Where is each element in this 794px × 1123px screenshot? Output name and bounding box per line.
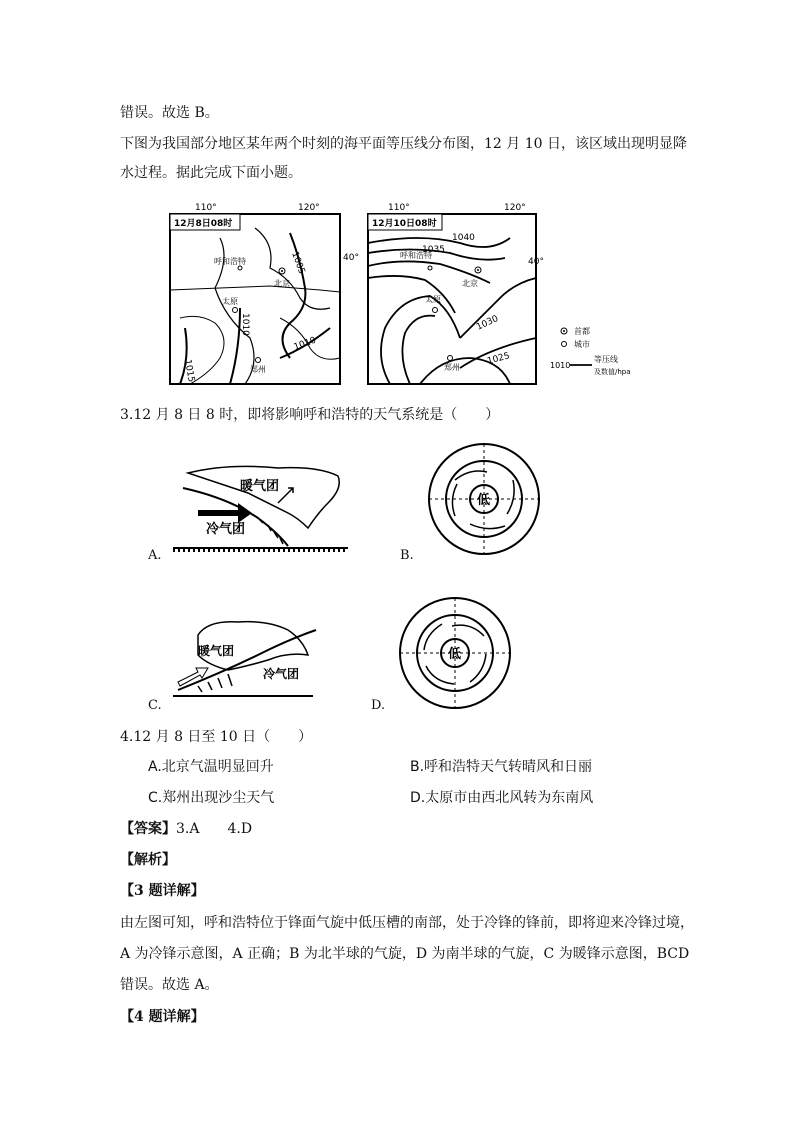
map-left-isobar-2: 1010 [292, 335, 318, 353]
map-right-city-0: 呼和浩特 [400, 251, 432, 260]
q4-option-c: C.郑州出现沙尘天气 [148, 790, 275, 806]
q3-detail-line-2: A 为冷锋示意图，A 正确；B 为北半球的气旋，D 为南半球的气旋，C 为暖锋示意图，BCD [120, 946, 690, 962]
map-right-isobar-3: 1025 [486, 351, 511, 367]
map-right-isobar-2: 1030 [475, 313, 501, 333]
map-left-isobar-1: 1010 [240, 313, 250, 336]
diagram-a-warm-label: 暖气团 [240, 479, 280, 494]
q4-stem: 4.12 月 8 日至 10 日（ ） [120, 729, 313, 745]
legend-isobar-label2: 及数值/hpa [594, 368, 631, 376]
diagram-c-cold-label: 冷气团 [263, 667, 300, 681]
map-left-lat: 40° [343, 253, 359, 263]
q4-option-b: B.呼和浩特天气转晴风和日丽 [410, 759, 593, 775]
q3-stem: 3.12 月 8 日 8 时，即将影响呼和浩特的天气系统是（ ） [120, 407, 500, 423]
diagram-d-low-label: 低 [448, 647, 462, 662]
map-right-lon2: 120° [504, 203, 526, 213]
intro-line-1: 下图为我国部分地区某年两个时刻的海平面等压线分布图，12 月 10 日，该区域出现明显降 [120, 136, 687, 152]
q3-option-b: B. [400, 548, 414, 563]
analysis-label: 【解析】 [120, 852, 176, 868]
diagram-a-cold-label: 冷气团 [206, 522, 246, 537]
q4-option-d: D.太原市由西北风转为东南风 [410, 790, 594, 806]
map-right-lat: 40° [528, 257, 544, 267]
legend-capital: 首都 [574, 327, 590, 336]
map-right [368, 203, 544, 384]
map-left-isobar-0: 1005 [289, 250, 307, 276]
answer-line [120, 819, 252, 839]
q4-option-a: A.北京气温明显回升 [148, 759, 274, 775]
legend-isobar-value: 1010 [550, 361, 571, 370]
map-right-title: 12月10日08时 [372, 219, 437, 229]
diagram-b-cyclone-north [425, 440, 543, 558]
intro-line-0: 错误。故选 B。 [120, 105, 219, 121]
legend-city: 城市 [574, 340, 590, 349]
map-right-city-1: 北京 [462, 279, 478, 288]
map-right-isobar-1: 1035 [422, 245, 445, 255]
q3-detail-heading: 【3 题详解】 [120, 883, 205, 899]
diagram-a-cold-front [168, 458, 353, 558]
answer-values: 3.A 4.D [176, 821, 253, 837]
map-left-lon1: 110° [195, 203, 217, 213]
q3-detail-line-3: 错误。故选 A。 [120, 977, 219, 993]
answer-label: 【答案】 [120, 821, 176, 837]
q3-detail-line-1: 由左图可知，呼和浩特位于锋面气旋中低压槽的南部，处于冷锋的锋前，即将迎来冷锋过境， [120, 915, 694, 931]
map-right-city-3: 郑州 [444, 363, 460, 372]
map-right-lon1: 110° [388, 203, 410, 213]
map-left-city-1: 北京 [274, 279, 290, 288]
diagram-c-warm-front [168, 610, 318, 700]
diagram-b-low-label: 低 [477, 493, 491, 508]
map-left-city-3: 郑州 [250, 365, 266, 374]
map-left [170, 203, 359, 384]
intro-line-2: 水过程。据此完成下面小题。 [120, 165, 302, 181]
isobar-maps-figure [160, 198, 670, 388]
diagram-c-warm-label: 暖气团 [198, 644, 235, 658]
legend-isobar-label1: 等压线 [594, 355, 618, 364]
map-left-city-2: 太原 [222, 297, 238, 306]
map-right-city-2: 太原 [425, 295, 441, 304]
map-left-city-0: 呼和浩特 [214, 257, 246, 266]
diagram-d-cyclone-south [396, 594, 514, 712]
q3-option-a: A. [148, 548, 162, 563]
q3-option-d: D. [371, 698, 386, 713]
map-right-isobar-0: 1040 [452, 233, 475, 243]
q3-option-c: C. [148, 698, 162, 713]
map-legend [550, 326, 631, 376]
q4-detail-heading: 【4 题详解】 [120, 1009, 205, 1025]
map-left-lon2: 120° [298, 203, 320, 213]
map-left-title: 12月8日08时 [174, 219, 233, 229]
map-left-isobar-3: 1015 [182, 358, 196, 384]
